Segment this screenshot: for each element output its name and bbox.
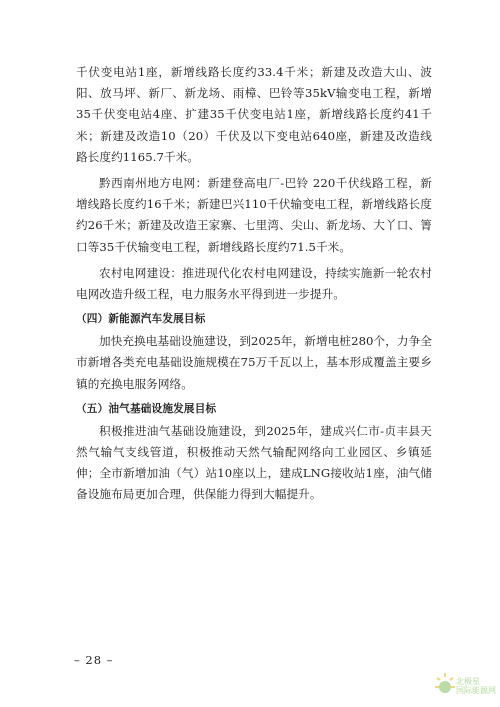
section-heading-oil-gas-infrastructure: （五）油气基础设施发展目标 [76,402,217,415]
document-body [76,62,432,506]
watermark-text-line1: 北极星 [456,677,480,686]
paragraph-oil-gas: 积极推进油气基础设施建设，到2025年，建成兴仁市-贞丰县天然气输气支线管道，积极推动天然气输配网络向工业园区、乡镇延伸；全市新增加油（气）站10座以上，建成LNG接收站1座，油气储备设施布局更加合理，供保能力得到大幅提升。 [76,423,432,502]
paragraph-local-grid: 黔西南州地方电网：新建登高电厂-巴铃 220千伏线路工程，新增线路长度约16千米；新建巴兴110千伏输变电工程，新增线路长度约26千米；新建及改造王家寨、七里湾、尖山、新龙场、大丫口、箐口等35千伏输变电工程，新增线路长度约71.5千米。 [76,176,432,254]
paragraph-charging-infrastructure: 加快充换电基础设施建设，到2025年，新增电桩280个，力争全市新增各类充电基础设施规模在75万千瓦以上，基本形成覆盖主要乡镇的充换电服务网络。 [76,334,432,391]
watermark-logo [432,669,496,703]
section-heading-new-energy-vehicles: （四）新能源汽车发展目标 [76,313,206,326]
watermark-text [456,677,496,695]
paragraph-rural-grid: 农村电网建设：推进现代化农村电网建设，持续实施新一轮农村电网改造升级工程，电力服务水平得到进一步提升。 [76,265,432,302]
sun-logo-icon [432,669,458,699]
watermark-text-line2: 国际能源网 [456,686,496,695]
page-number: – 28 – [74,653,114,667]
paragraph-power-grid-continued: 千伏变电站1座，新增线路长度约33.4千米；新建及改造大山、波阳、放马坪、新厂、新龙场、雨樟、巴铃等35kV输变电工程，新增35千伏变电站4座、扩建35千伏变电站1座，新增线路长度约41千米；新建及改造10（20）千伏及以下变电站640座，新建及改造线路长度约1165.7千米。 [76,65,432,164]
